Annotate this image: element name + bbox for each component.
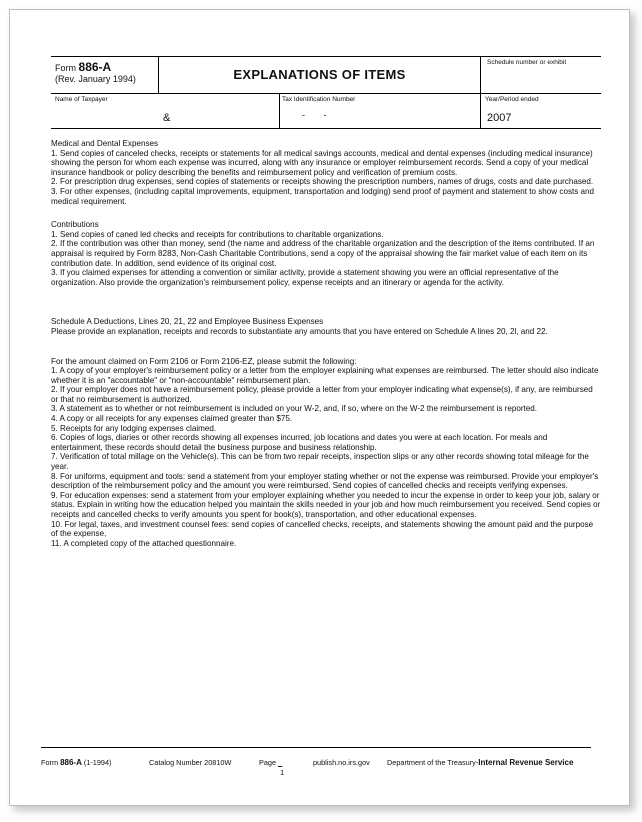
form-2106-item: 8. For uniforms, equipment and tools: send a statement from your employer stating whether or not the expense was reimbursed. Provide your employer's description of the reimbursement policy and the amount you were reimbursed. Send copies of cancelled checks and receipts verifying expenses. bbox=[51, 471, 599, 491]
medical-item: 2. For prescription drug expenses, send copies of statements or receipts showing the prescription numbers, names of drugs, costs and date purchased. bbox=[51, 177, 594, 187]
form-2106-item: 11. A completed copy of the attached questionnaire. bbox=[51, 538, 237, 548]
footer-site: publish.no.irs.gov bbox=[313, 758, 370, 767]
schedule-a-text: Please provide an explanation, receipts and records to substantiate any amounts that you have entered on Schedule A lines 20, 2l, and 22. bbox=[51, 326, 548, 336]
form-2106-item: 2. If your employer does not have a reimbursement policy, please provide a letter from your employer indicating what expense(s), if any, are reimbursed or that no reimbursement is authorized. bbox=[51, 385, 593, 404]
form-2106-item: 1. A copy of your employer's reimbursement policy or a letter from the employer explaining what expenses are reimbursed. The letter should also indicate whether it is an "accountable" or "non-accountable" reimbursement plan. bbox=[51, 366, 599, 385]
form-number-cell bbox=[51, 57, 159, 93]
year-value: 2007 bbox=[487, 112, 512, 124]
form-word: Form bbox=[55, 63, 76, 73]
taxpayer-info-row bbox=[51, 94, 601, 129]
medical-item: 3. For other expenses, (including capital improvements, equipment, transportation and lodging) send proof of payment and statement to show costs and medical requirement. bbox=[51, 186, 595, 206]
form-2106-item: 10. For legal, taxes, and investment counsel fees: send copies of cancelled checks, receipts, and statements showing the amount paid and the purpose of the expense, bbox=[51, 519, 594, 539]
page-footer bbox=[41, 747, 591, 777]
medical-heading: Medical and Dental Expenses bbox=[51, 139, 159, 148]
contribution-item: 2. If the contribution was other than money, send (the name and address of the charitable organization and the description of the items contributed. If an appraisal is required by Form 8283, Non-Cash Charitable Contributions, send a copy of the appraisal showing the fair market value of each item on its contribution date. In addition, send evidence of its original cost. bbox=[51, 239, 595, 268]
form-header-row bbox=[51, 56, 601, 94]
footer-form: Form 886-A (1-1994) bbox=[41, 758, 112, 767]
taxpayer-label: Name of Taxpayer bbox=[55, 96, 108, 103]
contribution-item: 3. If you claimed expenses for attending a convention or similar activity, provide a statement showing you were an official representative of the organization. Also provide the organization's reimbursement policy, expense receipts and an itinerary or agenda for the activity. bbox=[51, 268, 559, 287]
form-2106-item: 3. A statement as to whether or not reimbursement is included on your W-2, and, if so, where on the W-2 the reimbursement is reported. bbox=[51, 404, 538, 414]
form-2106-item: 4. A copy or all receipts for any expenses claimed greater than $75. bbox=[51, 414, 293, 424]
document-page bbox=[9, 9, 630, 806]
title-cell bbox=[159, 57, 481, 93]
tin-value: - - bbox=[302, 110, 335, 120]
contributions-heading: Contributions bbox=[51, 220, 99, 230]
page-title: EXPLANATIONS OF ITEMS bbox=[233, 67, 406, 82]
form-2106-item: 6. Copies of logs, diaries or other records showing all expenses incurred, job locations and dates you were at each location. For meals and entertainment, these records should detail the business purpose and business relationship. bbox=[51, 433, 548, 452]
footer-page-number: 1 bbox=[280, 768, 285, 777]
contributions-section bbox=[51, 220, 601, 287]
form-revision: (Rev. January 1994) bbox=[55, 74, 136, 84]
form-number: 886-A bbox=[78, 60, 112, 74]
footer-catalog: Catalog Number 20810W bbox=[149, 758, 232, 767]
taxpayer-cell bbox=[51, 94, 280, 128]
footer-department: Department of the Treasury-Internal Revenue Service bbox=[387, 758, 574, 767]
tin-label: Tax Identification Number bbox=[282, 96, 356, 103]
form-body bbox=[51, 139, 601, 548]
form-2106-item: 9. For education expenses: send a statement from your employer explaining whether you needed to incur the expense in order to keep your job, salary or status. Explain in writing how the education helped you maintain the skills needed in your job and how much reimbursement you received. Send copies or receipts and cancelled checks to verify amounts you spent for book(s), transportation, and other educational expenses. bbox=[51, 490, 601, 519]
form-2106-section bbox=[51, 357, 601, 549]
contribution-item: 1. Send copies of caned led checks and receipts for contributions to charitable organizations. bbox=[51, 229, 384, 239]
schedule-cell bbox=[481, 57, 601, 93]
form-2106-item: 7. Verification of total millage on the Vehicle(s). This can be from two repair receipts, inspection slips or any other records showing total mileage for the year. bbox=[51, 452, 589, 472]
schedule-label: Schedule number or exhibit bbox=[487, 59, 567, 66]
taxpayer-value: & bbox=[163, 112, 171, 124]
footer-page: Page 1 bbox=[259, 758, 285, 777]
schedule-a-heading: Schedule A Deductions, Lines 20, 21, 22 and Employee Business Expenses bbox=[51, 317, 324, 327]
form-content bbox=[51, 56, 601, 548]
form-2106-item: 5. Receipts for any lodging expenses claimed. bbox=[51, 423, 217, 433]
medical-item: 1. Send copies of canceled checks, receipts or statements for all medical savings accounts, medical and dental expenses (including medical insurance) showing the person for whom each expense was incurred, along with any insurance or employer reimbursement records. Send a copy of your medical insurance handbook or policy describing the benefits and reimbursement policy and verification of premium costs. bbox=[51, 148, 593, 177]
form-2106-intro: For the amount claimed on Form 2106 or Form 2106-EZ, please submit the following: bbox=[51, 356, 357, 366]
tin-cell bbox=[280, 94, 481, 128]
year-cell bbox=[481, 94, 601, 128]
year-label: Year/Period ended bbox=[485, 96, 539, 103]
schedule-a-section bbox=[51, 317, 601, 336]
medical-section bbox=[51, 139, 601, 206]
